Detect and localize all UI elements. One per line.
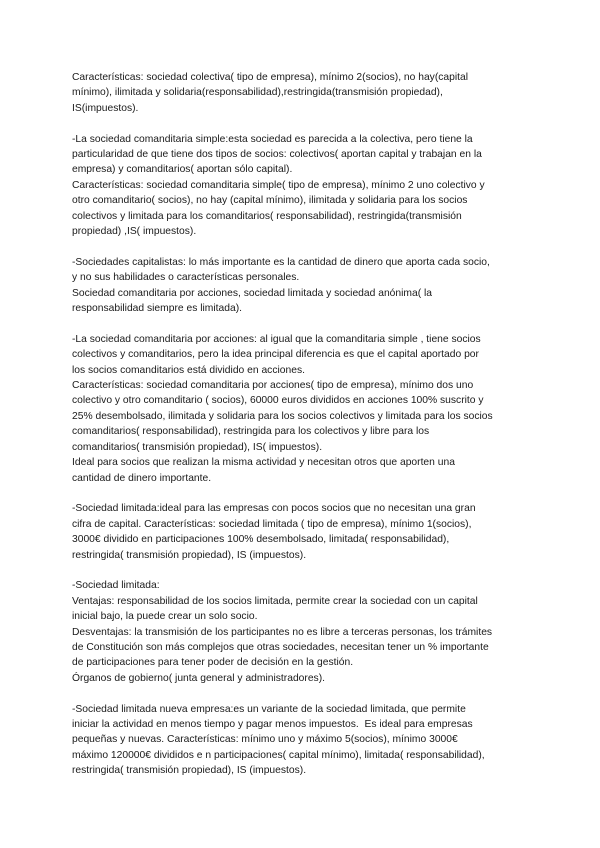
text-line: Desventajas: la transmisión de los participantes no es libre a terceras personas, los trámites [72,626,493,638]
text-line: -Sociedad limitada nueva empresa:es un variante de la sociedad limitada, que permite [72,703,466,715]
text-line: de participaciones para tener poder de decisión en la gestión. [72,657,354,669]
paragraph-7 [72,702,530,779]
text-line: -Sociedad limitada:ideal para las empresas con pocos socios que no necesitan una gran [72,503,476,515]
text-line: colectivo y otro comanditario ( socios), 60000 euros divididos en acciones 100% suscrito y [72,395,484,407]
text-line: y no sus habilidades o características personales. [72,272,300,284]
text-line: restringida( transmisión propiedad), IS (impuestos). [72,765,307,777]
text-line: IS(impuestos). [72,102,139,114]
text-line: responsabilidad siempre es limitada). [72,303,242,315]
text-line: los socios comanditarios está dividido en acciones. [72,364,305,376]
text-line: -Sociedades capitalistas: lo más importante es la cantidad de dinero que aporta cada socio, [72,256,490,268]
text-line: otro comanditario( socios), no hay (capital mínimo), ilimitada y solidaria para los socios [72,195,468,207]
text-line: Características: sociedad comanditaria por acciones( tipo de empresa), mínimo dos uno [72,380,474,392]
text-line: Sociedad comanditaria por acciones, sociedad limitada y sociedad anónima( la [72,287,433,299]
text-line: máximo 120000€ divididos e n participaciones( capital mínimo), limitada( responsabilidad), [72,749,485,761]
text-line: restringida( transmisión propiedad), IS (impuestos). [72,549,307,561]
text-line: inicial bajo, la puede crear un solo socio. [72,611,258,623]
text-line: 3000€ dividido en participaciones 100% desembolsado, limitada( responsabilidad), [72,534,450,546]
text-line: propiedad) ,IS( impuestos). [72,226,197,238]
text-line: iniciar la actividad en menos tiempo y pagar menos impuestos. Es ideal para empresas [72,718,473,730]
text-line: mínimo), ilimitada y solidaria(responsabilidad),restringida(transmisión propiedad), [72,87,443,99]
text-line: cantidad de dinero importante. [72,472,212,484]
text-line: comanditarios( responsabilidad), restringida para los colectivos y libre para los [72,426,430,438]
paragraph-6 [72,578,530,686]
text-line: de Constitución son más complejos que otras sociedades, necesitan tener un % importante [72,641,489,653]
paragraph-4 [72,332,530,486]
text-line: 25% desembolsado, ilimitada y solidaria para los socios colectivos y limitada para los socios [72,410,493,422]
text-line: particularidad de que tiene dos tipos de socios: colectivos( aportan capital y trabajan en la [72,149,482,161]
text-line: colectivos y limitada para los comanditarios( responsabilidad), restringida(transmisión [72,210,462,222]
text-line: -Sociedad limitada: [72,580,160,592]
paragraph-5 [72,501,530,563]
text-line: empresa) y comanditarios( aportan sólo capital). [72,164,293,176]
text-line: Características: sociedad comanditaria simple( tipo de empresa), mínimo 2 uno colectivo y [72,179,485,191]
text-line: comanditarios( transmisión propiedad), IS( impuestos). [72,441,323,453]
paragraph-1 [72,70,530,116]
text-line: -La sociedad comanditaria por acciones: al igual que la comanditaria simple , tiene socios [72,333,481,345]
document-body [72,70,530,794]
text-line: colectivos y comanditarios, pero la idea principal diferencia es que el capital aportado por [72,349,479,361]
text-line: Ventajas: responsabilidad de los socios limitada, permite crear la sociedad con un capital [72,595,478,607]
text-line: Características: sociedad colectiva( tipo de empresa), mínimo 2(socios), no hay(capital [72,72,469,83]
text-line: Órganos de gobierno( junta general y administradores). [72,672,325,684]
text-line: Ideal para socios que realizan la misma actividad y necesitan otros que aporten una [72,457,455,469]
text-line: pequeñas y nuevas. Características: mínimo uno y máximo 5(socios), mínimo 3000€ [72,734,458,746]
paragraph-2 [72,132,530,240]
paragraph-3 [72,255,530,317]
text-line: cifra de capital. Características: sociedad limitada ( tipo de empresa), mínimo 1(socios), [72,518,472,530]
text-line: -La sociedad comanditaria simple:esta sociedad es parecida a la colectiva, pero tiene la [72,133,473,145]
